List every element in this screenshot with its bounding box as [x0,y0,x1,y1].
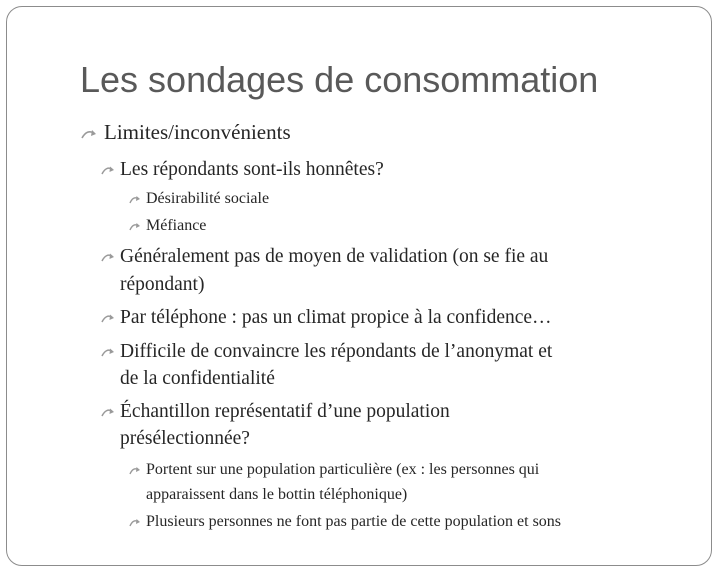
curved-arrow-bullet-icon [128,517,146,528]
curved-arrow-bullet-icon [100,251,120,264]
bullet-anonymat [100,340,552,363]
bullet-text: Portent sur une population particulière (ex : les personnes qui [146,461,540,478]
bullet-honnetes [100,158,384,181]
bullet-desirabilite [128,189,269,208]
bullet-text: Par téléphone : pas un climat propice à la confidence… [120,307,552,328]
bullet-text: Désirabilité sociale [146,190,270,207]
curved-arrow-bullet-icon [100,346,120,359]
bullet-telephone [100,306,552,329]
bullet-text: Plusieurs personnes ne font pas partie de cette population et sons [146,513,562,530]
bullet-continuation: de la confidentialité [120,368,275,389]
curved-arrow-bullet-icon [128,194,146,205]
curved-arrow-bullet-icon [100,164,120,177]
bullet-limites [80,120,291,145]
curved-arrow-bullet-icon [128,221,146,232]
bullet-text: Généralement pas de moyen de validation (on se fie au [120,246,549,267]
bullet-continuation: répondant) [120,274,205,295]
curved-arrow-bullet-icon [128,465,146,476]
bullet-text: Difficile de convaincre les répondants de l’anonymat et [120,341,553,362]
curved-arrow-bullet-icon [100,312,120,325]
curved-arrow-bullet-icon [80,127,104,141]
bullet-population [128,460,539,479]
bullet-plusieurs [128,512,561,531]
bullet-text: Les répondants sont-ils honnêtes? [120,159,384,180]
slide-title: Les sondages de consommation [80,59,599,100]
bullet-text: Limites/inconvénients [104,120,291,144]
bullet-continuation: apparaissent dans le bottin téléphonique) [146,486,408,503]
bullet-validation [100,245,548,268]
bullet-mefiance [128,216,206,235]
bullet-continuation: présélectionnée? [120,428,250,449]
bullet-text: Méfiance [146,217,207,234]
bullet-text: Échantillon représentatif d’une population [120,401,450,422]
curved-arrow-bullet-icon [100,406,120,419]
bullet-echantillon [100,400,450,423]
